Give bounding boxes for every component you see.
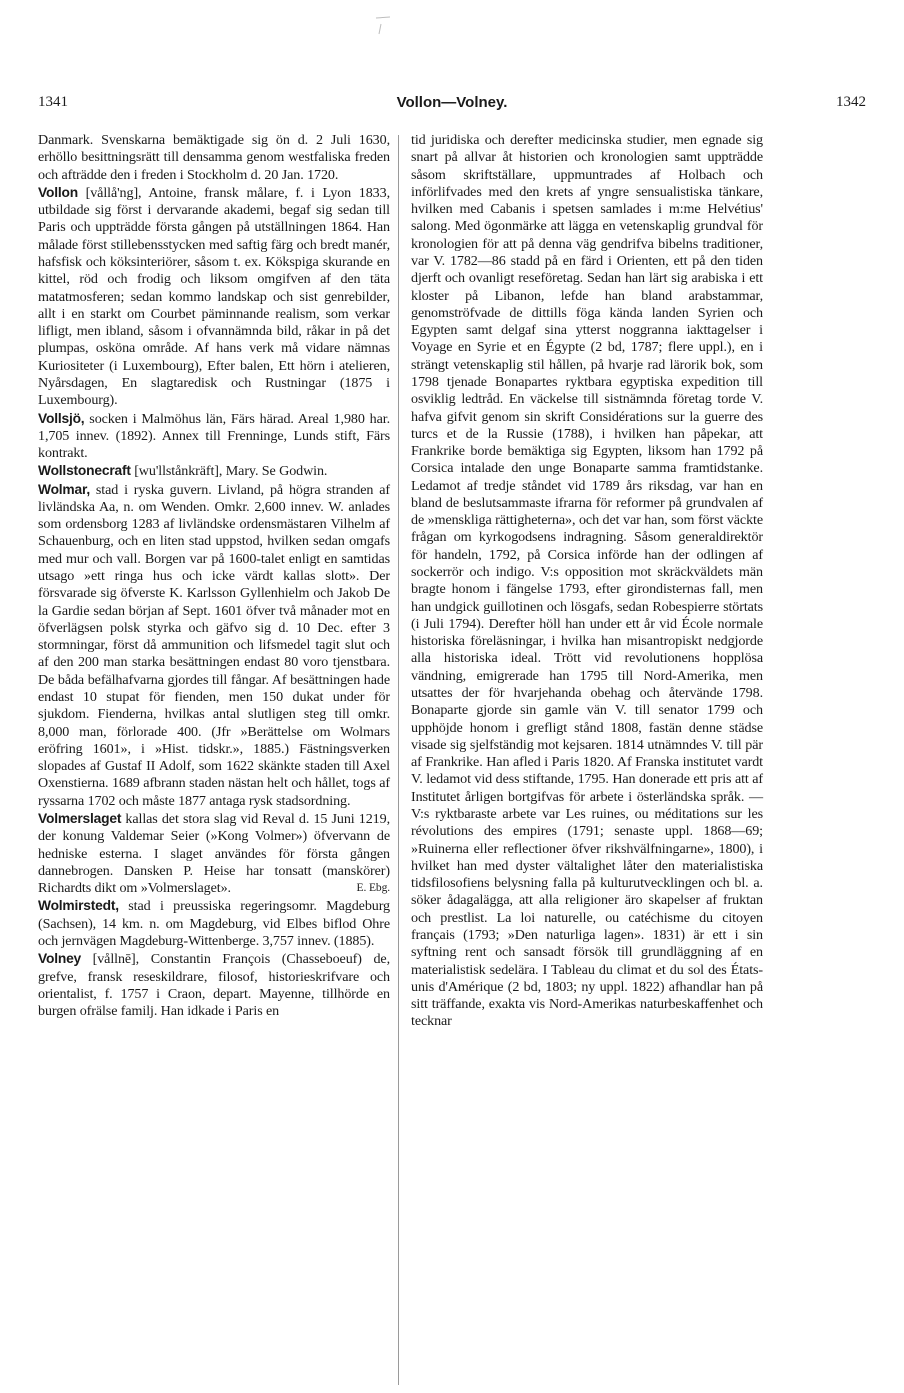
- column-divider: [398, 135, 399, 1385]
- running-title: Vollon—Volney.: [396, 94, 508, 111]
- entry-volney: [38, 950, 390, 1020]
- entry-text: [wu'llstånkräft], Mary. Se Godwin.: [130, 463, 328, 480]
- headword-wollstonecraft: Wollstonecraft: [38, 463, 131, 479]
- entry-volmerslaget: [38, 810, 390, 897]
- headword-vollsjo: Vollsjö,: [38, 410, 85, 426]
- entry-wolmirstedt: [38, 897, 390, 950]
- headword-vollon: Vollon: [38, 184, 78, 200]
- entry-text: kallas det stora slag vid Reval d. 15 Juni 1219, der konung Valdemar Seier (»Kong Volmer») öfvervann de hedniske esterna. I slaget användes för första gången dannebrogen. Dansken P. Heise har tonsatt (manskörer) Richardts dikt om »Volmerslaget».: [38, 810, 390, 897]
- entry-text: stad i ryska guvern. Livland, på högra stranden af livländska Aa, n. om Wenden. Omkr. 2,600 innev. W. anlades som ordensborg 1283 af livländske ordensmästaren Vilhelm af Schauenburg, och en liten stad uppstod, hvilken sedan omgafs med mur och vall. Borgen var på 1600-talet enligt en samtidas utsago »ett ringa hus och icke värdt kallas slott». Der försvarade sig öfverste K. Karlsson Gyllenhielm och Jakob De la Gardie sedan början af Sept. 1601 öfver två månader mot en öfverlägsen polsk styrka och gäfvo sig d. 10 Dec. efter 3 stormningar, först då ammunition och lifsmedel tagit slut och af den 200 man starka besättningen endast 80 voro tjenstbara. De båda befälhafvarna gjordes till fångar. Af besättningen hade endast 10 stupat för fienden, men 150 dukat under för sjukdom. Fienderna, hvilkas antal slutligen steg till omkr. 8,000 man, förlorade 400. (Jfr »Berättelse om Wolmars eröfring 1601», i »Hist. tidskr.», 1885.) Fästningsverken slopades af Gustaf II Adolf, som 1622 skänkte staden till Axel Oxenstierna. 1689 afbrann staden nästan helt och hållet, togs af ryssarna 1702 och måste 1877 antaga rysk stadsordning.: [38, 481, 390, 809]
- headword-volney: Volney: [38, 951, 82, 967]
- entry-wollstonecraft: [38, 462, 390, 480]
- entry-text: [vållå'ng], Antoine, fransk målare, f. i Lyon 1833, utbildade sig först i dervarande akademi, begaf sig sedan till Paris och uppträdde första gången på utställningen 1864. Han målade först stillebensstycken med saftig färg och bredt manér, hafsfisk och köksinteriörer, såsom t. ex. Kökspiga skurande en kittel, röd och frodig och liksom omgifven af den täta matatmosferen; sedan kommo landskap och sist genrebilder, allt i en starkt om Courbet päminnande realism, som verkar lifligt, men ibland, såsom i ofvannämnda bild, råkar in på det plumpas, osköna område. Af hans verk må vidare nämnas Kuriositeter (i Luxembourg), Efter balen, Ett hörn i atelieren, Nyårsdagen, En slagtaredisk och Rustningar (1875 i Luxembourg).: [38, 184, 390, 409]
- entry-text: tid juridiska och derefter medicinska studier, men egnade sig snart på allvar åt historien och kronologien samt uppträdde såsom skriftställare, uppmuntrades af Holbach och införlifvades med den krets af yngre sensualistiska tänkare, hvilken med Cabanis i spetsen samlades i m:me Helvétius' salong. Med ögonmärke att lägga en vetenskaplig grundval för kronologien för att på denna väg gendrifva bibelns traditioner, var V. 1782—86 stadd på en färd i Orienten, ett på den tiden djerft och ovanligt reseföretag. Sedan han lärt sig arabiska i ett kloster på Libanon, lefde han bland arabstammar, genomströfvade de dittills föga kända landen Syrien och Egypten samt delgaf sina ytterst noggranna iakttagelser i Voyage en Syrie et en Égypte (2 bd, 1787; flere uppl.), en i strängt vetenskaplig stil hållen, på hvarje rad lärorik bok, som 1798 tjenade Bonapartes ryktbara egyptiska expedition till osviklig ledtråd. En väckelse till sistnämnda företag torde V. hafva gifvit genom sin skrift Considérations sur la guerre des turcs et de la Russie (1788), i hvilken han påpekar, att Frankrike borde bemäktiga sig Egypten, liksom han 1792 på Corsica intalade den unge Bonaparte samma framtidstanke. Ledamot af tredje ståndet vid 1789 års riksdag, var han en bland de beslutsammaste ifrarna för reformer på grundvalen af de »menskliga rättigheterna», och det var han, som först väckte frågan om kyrkogodsens indragning. Såsom generaldirektör för handeln, 1792, på Corsica införde han der odlingen af sockerrör och indigo. V:s opposition mot skräckväldets män bragte honom i fängelse 1793, efter girondisternas fall, men han undgick guillotinen och lösgafs, sedan Robespierre störtats (i Juli 1794). Derefter höll han under ett år vid École normale historiska föreläsningar, i hvilka han misantropiskt nedgjorde alla historiska ideal. Trött vid revolutionens hopplösa vändning, emigrerade han 1795 till Nord-Amerika, men utsattes der för hvarjehanda obehag och återvände 1798. Bonaparte gjorde sin gamle vän V. till senator 1799 och upphöjde honom i grefligt stånd 1808, fastän denne städse visade sig sjelfständig mot kejsaren. 1814 utnämndes V. till pär af Frankrike. Han afled i Paris 1820. Af Franska institutet vardt V. ledamot vid dess stiftande, 1795. Han donerade ett pris att af Institutet årligen bortgifvas för arbete i österländska språk. — V:s ryktbaraste arbete var Les ruines, ou méditations sur les révolutions des empires (1791; senaste uppl. 1868—69; »Ruinerna eller reflectioner öfver rikshvälfningarne», 1800), i hvilket han med dyster vältalighet låter den materialistiska tidsfilosofiens belysning falla på kulturutvecklingen och bl. a. söker ådagalägga, att alla religioner äro skapelser af fruktan och prestlist. La loi naturelle, ou catéchisme du citoyen français (1793; »Den naturliga lagen». 1831) är ett i sin syftning rent och sansadt försök till grundläggning af en materialistisk sedelära. I Tableau du climat et du sol des États-unis d'Amérique (2 bd, 1803; ny uppl. 1822) afhandlar han på sitt träffande, exakta vis Nord-Amerikas naturbeskaffenhet och tecknar: [411, 132, 763, 1030]
- entry-vollsjo: [38, 410, 390, 463]
- entry-vollon: [38, 184, 390, 410]
- entry-text: stad i preussiska regeringsomr. Magdeburg (Sachsen), 14 km. n. om Magdeburg, vid Elbes biflod Ohre och jernvägen Magdeburg-Wittenberge. 3,757 innev. (1885).: [38, 898, 390, 949]
- left-column: [38, 132, 390, 1020]
- page-number-left: 1341: [38, 94, 68, 110]
- scan-mark-icon: [372, 14, 394, 36]
- page-header: [38, 94, 866, 118]
- author-signature: E. Ebg.: [356, 882, 390, 895]
- headword-wolmirstedt: Wolmirstedt,: [38, 898, 119, 914]
- right-column: [411, 132, 763, 1031]
- entry-danmark-continuation: [38, 132, 390, 184]
- headword-wolmar: Wolmar,: [38, 481, 91, 497]
- entry-text: socken i Malmöhus län, Färs härad. Areal 1,980 har. 1,705 innev. (1892). Annex till Frenninge, Lunds stift, Färs kontrakt.: [38, 410, 390, 462]
- entry-text: Danmark. Svenskarna bemäktigade sig ön d. 2 Juli 1630, erhöllo besittningsrätt till densamma genom westfaliska freden och afträdde den i freden i Stockholm d. 20 Jan. 1720.: [38, 132, 390, 183]
- headword-volmerslaget: Volmerslaget: [38, 810, 122, 826]
- entry-volney-continuation: [411, 132, 763, 1031]
- entry-text: [vållnē], Constantin François (Chasseboeuf) de, grefve, fransk reseskildrare, filosof, historieskrifvare och orientalist, f. 1757 i Craon, depart. Mayenne, tillhörde en burgen ofrälse familj. Han idkade i Paris en: [38, 951, 390, 1020]
- entry-wolmar: [38, 481, 390, 810]
- page-number-right: 1342: [836, 94, 866, 110]
